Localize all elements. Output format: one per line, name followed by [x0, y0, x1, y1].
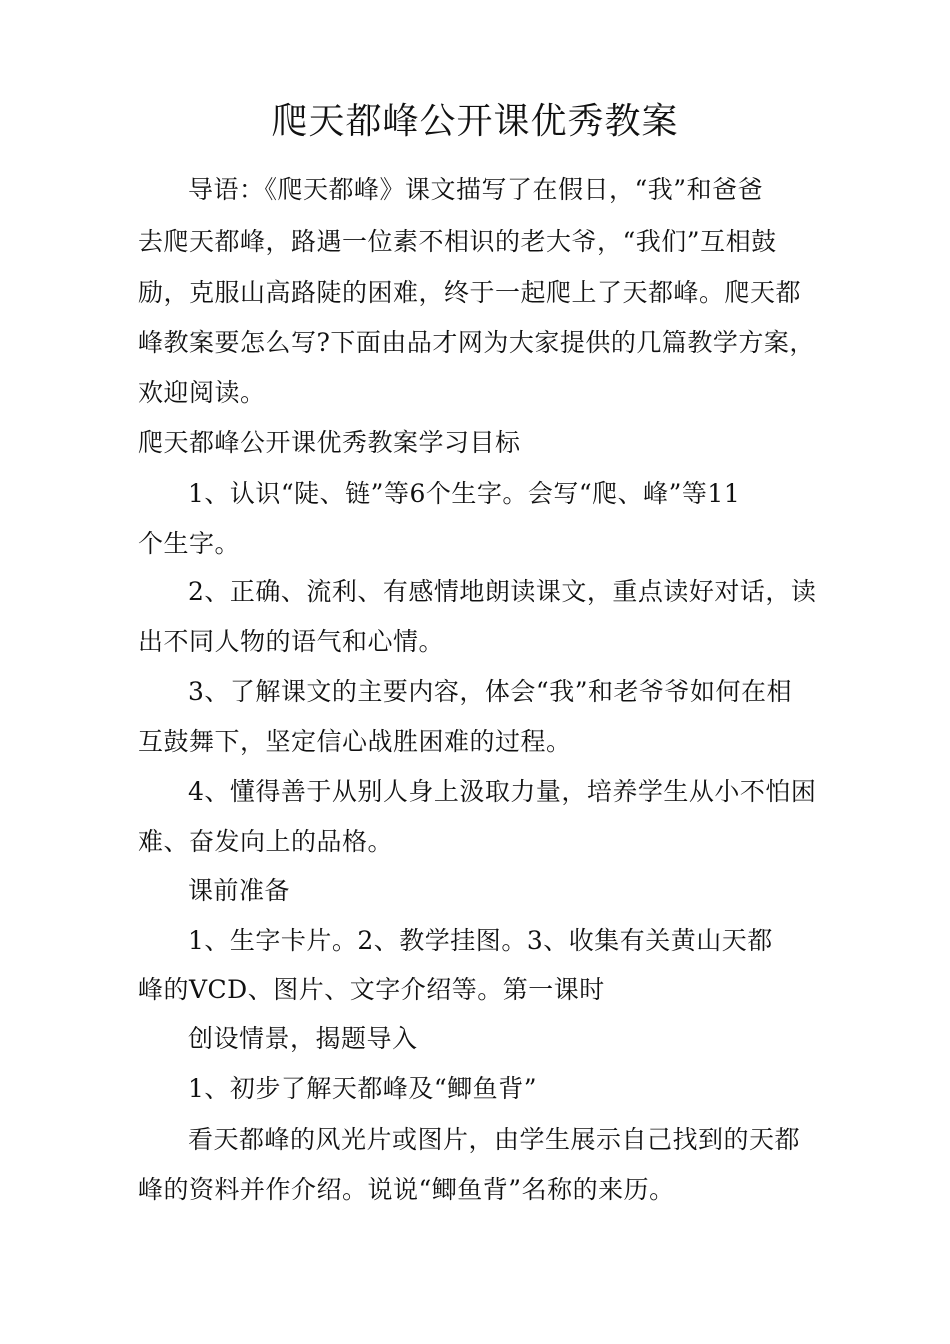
section-heading: 创设情景，揭题导入	[188, 1024, 418, 1053]
paragraph-line: 峰的资料并作介绍。说说“鲫鱼背”名称的来历。	[138, 1175, 675, 1204]
paragraph-line: 2、正确、流利、有感情地朗读课文，重点读好对话，读	[188, 577, 817, 606]
paragraph-line: 3、了解课文的主要内容，体会“我”和老爷爷如何在相	[188, 677, 792, 706]
paragraph-line: 去爬天都峰，路遇一位素不相识的老大爷，“我们”互相鼓	[138, 227, 777, 256]
section-heading: 课前准备	[188, 876, 291, 905]
paragraph-line: 励，克服山高路陡的困难，终于一起爬上了天都峰。爬天都	[138, 278, 802, 307]
document-title: 爬天都峰公开课优秀教案	[271, 101, 679, 142]
paragraph-line: 出不同人物的语气和心情。	[138, 627, 445, 656]
paragraph-line: 1、生字卡片。2、教学挂图。3、收集有关黄山天都	[188, 926, 773, 955]
paragraph-line: 欢迎阅读。	[138, 378, 266, 407]
paragraph-line: 1、初步了解天都峰及“鲫鱼背”	[188, 1074, 537, 1103]
paragraph-line: 导语：《爬天都峰》课文描写了在假日，“我”和爸爸	[188, 175, 764, 204]
paragraph-line: 峰教案要怎么写?下面由品才网为大家提供的几篇教学方案，	[138, 328, 815, 357]
paragraph-line: 互鼓舞下，坚定信心战胜困难的过程。	[138, 727, 572, 756]
paragraph-line: 个生字。	[138, 529, 241, 558]
paragraph-line: 难、奋发向上的品格。	[138, 827, 394, 856]
paragraph-line: 4、懂得善于从别人身上汲取力量，培养学生从小不怕困	[188, 777, 817, 806]
paragraph-line: 峰的VCD、图片、文字介绍等。第一课时	[138, 975, 605, 1004]
paragraph-line: 看天都峰的风光片或图片，由学生展示自己找到的天都	[188, 1125, 801, 1154]
section-heading: 爬天都峰公开课优秀教案学习目标	[138, 428, 521, 457]
paragraph-line: 1、认识“陡、链”等6个生字。会写“爬、峰”等11	[188, 479, 741, 508]
